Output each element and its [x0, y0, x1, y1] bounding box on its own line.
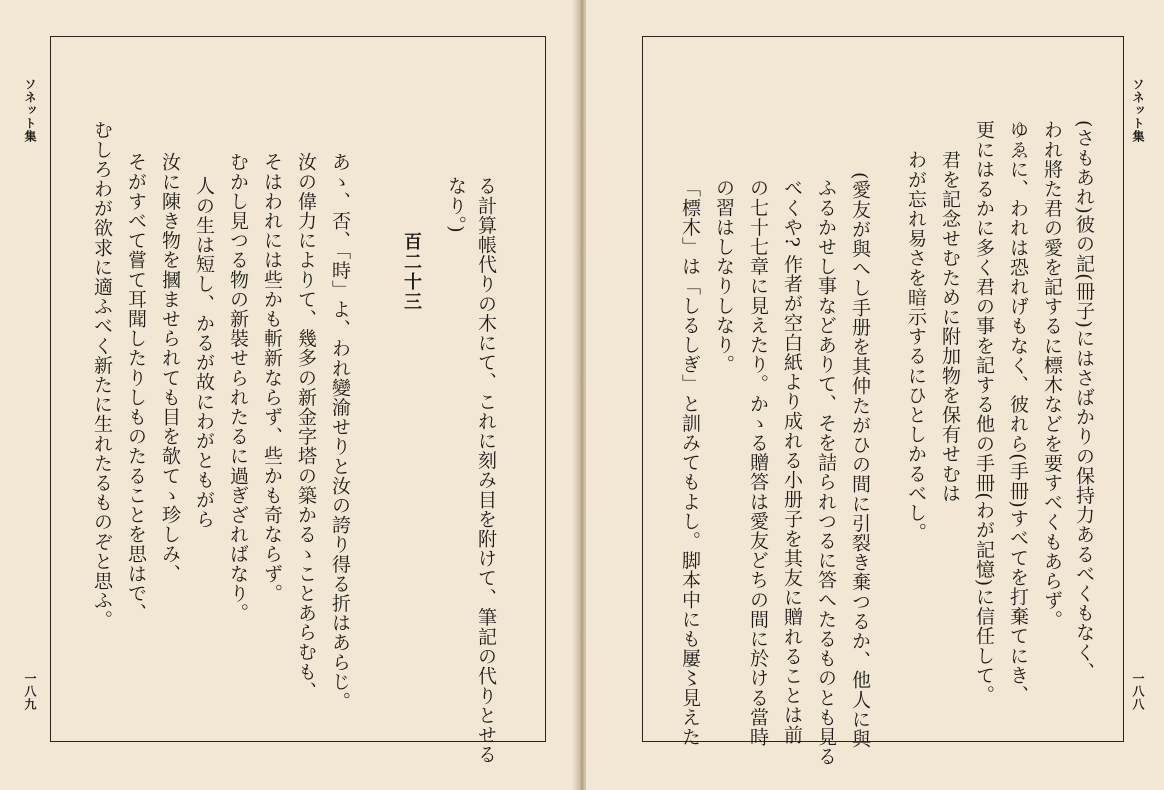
poem-line-4: 更にはるかに多く君の事を記する他の手冊(わが記憶)に信任して。 — [973, 120, 995, 705]
note-line-3: べくや? 作者が空白紙より成れる小册子を其友に贈れることは前 — [781, 178, 803, 745]
poem-line-1: (さもあれ)彼の記(冊子)にはさばかりの保持力あるべくもなく、 — [1073, 120, 1095, 682]
sonnet-line-4: むかし見つる物の新裝せられたるに過ぎざればなり。 — [227, 152, 249, 623]
note-line-5: の習はしなりしなり。 — [713, 178, 735, 374]
right-page-number: 一八八 — [1131, 672, 1145, 711]
note-line-2: ふるかせし事などありて、そを詰られつるに答へたるものとも見る — [815, 178, 837, 766]
poem-line-6: わが忘れ易さを暗示するにひとしかるべし。 — [905, 150, 927, 542]
sonnet-heading: 百二十三 — [401, 232, 422, 312]
sonnet-line-5: 人の生は短し、かるが故にわがともがら — [193, 176, 215, 529]
left-running-head: ソネット集 — [23, 78, 37, 143]
sonnet-line-1: あゝ、否、「時」よ、われ變渝せりと汝の誇り得る折はあらじ。 — [329, 152, 351, 711]
sonnet-line-7: そがすべて嘗て耳聞したりしものたることを思はで、 — [125, 152, 147, 623]
left-page-number: 一八九 — [23, 672, 37, 711]
note-line-1: (愛友が與へし手册を其仲たがひの間に引裂き棄つるか、他人に與 — [849, 172, 871, 749]
right-running-head: ソネット集 — [1131, 78, 1145, 143]
poem-line-5: 君を記念せむために附加物を保有せむは — [939, 150, 961, 503]
prev-note-line-1: る計算帳代りの木にて、これに刻み目を附けて、筆記の代りとせる — [475, 176, 497, 764]
note-line-4: の七十七章に見えたり。かゝる贈答は愛友どちの間に於ける當時 — [747, 178, 769, 747]
prev-note-line-2: なり。) — [445, 176, 467, 234]
sonnet-line-8: むしろわが欲求に適ふべく新たに生れたるものぞと思ふ。 — [91, 120, 113, 630]
right-page — [586, 0, 1164, 790]
sonnet-line-6: 汝に陳き物を摑ませられても目を欹てゝ珍しみ、 — [159, 152, 181, 584]
sonnet-line-2: 汝の偉力によりて、幾多の新金字塔の築かるゝことあらむも、 — [295, 152, 317, 701]
poem-line-2: われ將た君の愛を記するに標木などを要すべくもあらず。 — [1041, 120, 1063, 630]
left-page — [0, 0, 578, 790]
poem-line-3: ゆゑに、われは恐れげもなく、彼れら(手冊)すべてを打棄てにき、 — [1007, 120, 1029, 705]
sonnet-line-3: そはわれには些かも斬新ならず、些かも奇ならず。 — [261, 152, 283, 603]
note-line-6: 「標木」は「しるしぎ」と訓みてもよし。脚本中にも屢〻見えた — [679, 178, 701, 747]
